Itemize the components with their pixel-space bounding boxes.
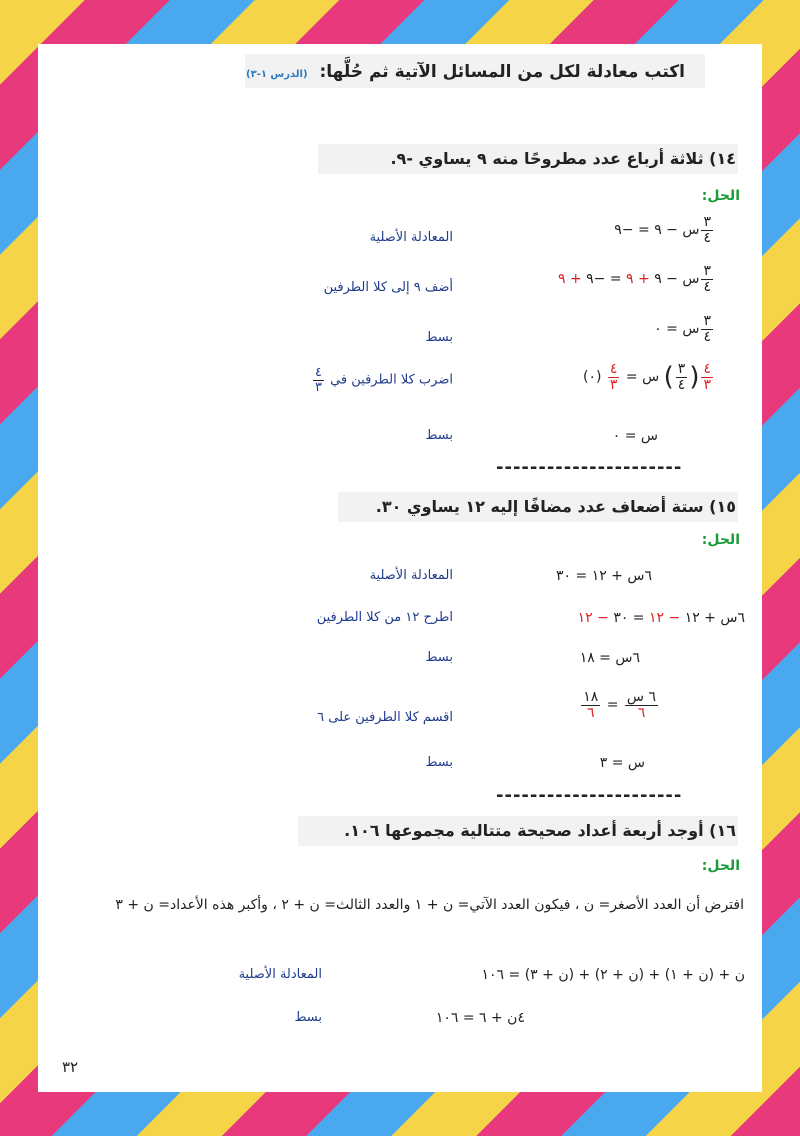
separator: ---------------------- (496, 785, 683, 806)
fraction: $\frac{٣}{٤}$ (703, 313, 711, 345)
q16-step1-label: المعادلة الأصلية (238, 967, 322, 982)
separator: ---------------------- (496, 457, 683, 478)
q14-step4-label: اضرب كلا الطرفين في $\frac{٤}{٣}$ (314, 365, 453, 395)
q14-step2-label: أضف ٩ إلى كلا الطرفين (323, 280, 453, 295)
lesson-ref: (الدرس ١-٣) (246, 69, 308, 80)
fraction: $\frac{٣}{٤}$ (703, 214, 711, 246)
q15-question: ١٥) ستة أضعاف عدد مضافًا إليه ١٢ يساوي ٣٠. (375, 497, 736, 516)
q14-step2-eq: $\frac{٣}{٤}$ س − ٩ + ٩ = −٩ + ٩ (557, 263, 711, 295)
q15-step2-label: اطرح ١٢ من كلا الطرفين (316, 610, 453, 625)
page-number: ٣٢ (62, 1058, 79, 1076)
fraction: $\frac{٤}{٣}$ (314, 365, 322, 395)
fraction: $\frac{٣}{٤}$ (677, 361, 686, 393)
q14-step5-eq: س = ٠ (612, 428, 658, 444)
q14-step1-label: المعادلة الأصلية (369, 230, 453, 245)
q14-question: ١٤) ثلاثة أرباع عدد مطروحًا منه ٩ يساوي -٩. (390, 149, 736, 168)
fraction: $\frac{١٨}{٦}$ (583, 689, 599, 721)
q14-step3-label: بسط (425, 330, 453, 345)
q14-solution-label: الحل: (701, 188, 740, 204)
q16-question: ١٦) أوجد أربعة أعداد صحيحة متتالية مجموعها ١٠٦. (344, 821, 736, 840)
q14-step3-eq: $\frac{٣}{٤}$ س = ٠ (654, 313, 711, 345)
q16-step1-eq: ن + (ن + ١) + (ن + ٢) + (ن + ٣) = ١٠٦ (481, 967, 745, 983)
q14-step5-label: بسط (425, 428, 453, 443)
q15-step4-label: اقسم كلا الطرفين على ٦ (317, 710, 453, 725)
q15-step3-eq: ٦س = ١٨ (579, 650, 640, 666)
fraction: $\frac{٤}{٣}$ (609, 361, 618, 393)
q15-step5-label: بسط (425, 755, 453, 770)
q15-step1-label: المعادلة الأصلية (369, 568, 453, 583)
q15-step3-label: بسط (425, 650, 453, 665)
fraction: $\frac{٣}{٤}$ (703, 263, 711, 295)
page-title (246, 62, 685, 82)
q15-step2-eq: ٦س + ١٢ − ١٢ = ٣٠ − ١٢ (577, 610, 745, 626)
fraction: $\frac{٤}{٣}$ (703, 361, 711, 393)
q15-step4-eq: $\frac{\text{٦ س}}{٦}$ = $\frac{١٨}{٦}$ (583, 689, 656, 721)
q16-solution-label: الحل: (701, 858, 740, 874)
q14-step4-eq: $\frac{٤}{٣}$ ( $\frac{٣}{٤}$ ) س = $\frac{٤}{٣}$ (٠) (582, 361, 711, 393)
q15-step5-eq: س = ٣ (599, 755, 645, 771)
title-text: اكتب معادلة لكل من المسائل الآتية ثم حُلَّها: (319, 62, 685, 82)
q16-step2-eq: ٤ن + ٦ = ١٠٦ (435, 1010, 525, 1026)
q16-paragraph: افترض أن العدد الأصغر= ن ، فيكون العدد الآتي= ن + ١ والعدد الثالث= ن + ٢ ، وأكبر هذه الأعداد= ن + ٣ (115, 897, 744, 913)
fraction: $\frac{\text{٦ س}}{٦}$ (626, 689, 656, 721)
q16-step2-label: بسط (294, 1010, 322, 1025)
q15-step1-eq: ٦س + ١٢ = ٣٠ (556, 568, 652, 584)
header-bar (245, 54, 705, 88)
q15-solution-label: الحل: (701, 532, 740, 548)
q14-step1-eq: $\frac{٣}{٤}$ س − ٩ = −٩ (614, 214, 711, 246)
